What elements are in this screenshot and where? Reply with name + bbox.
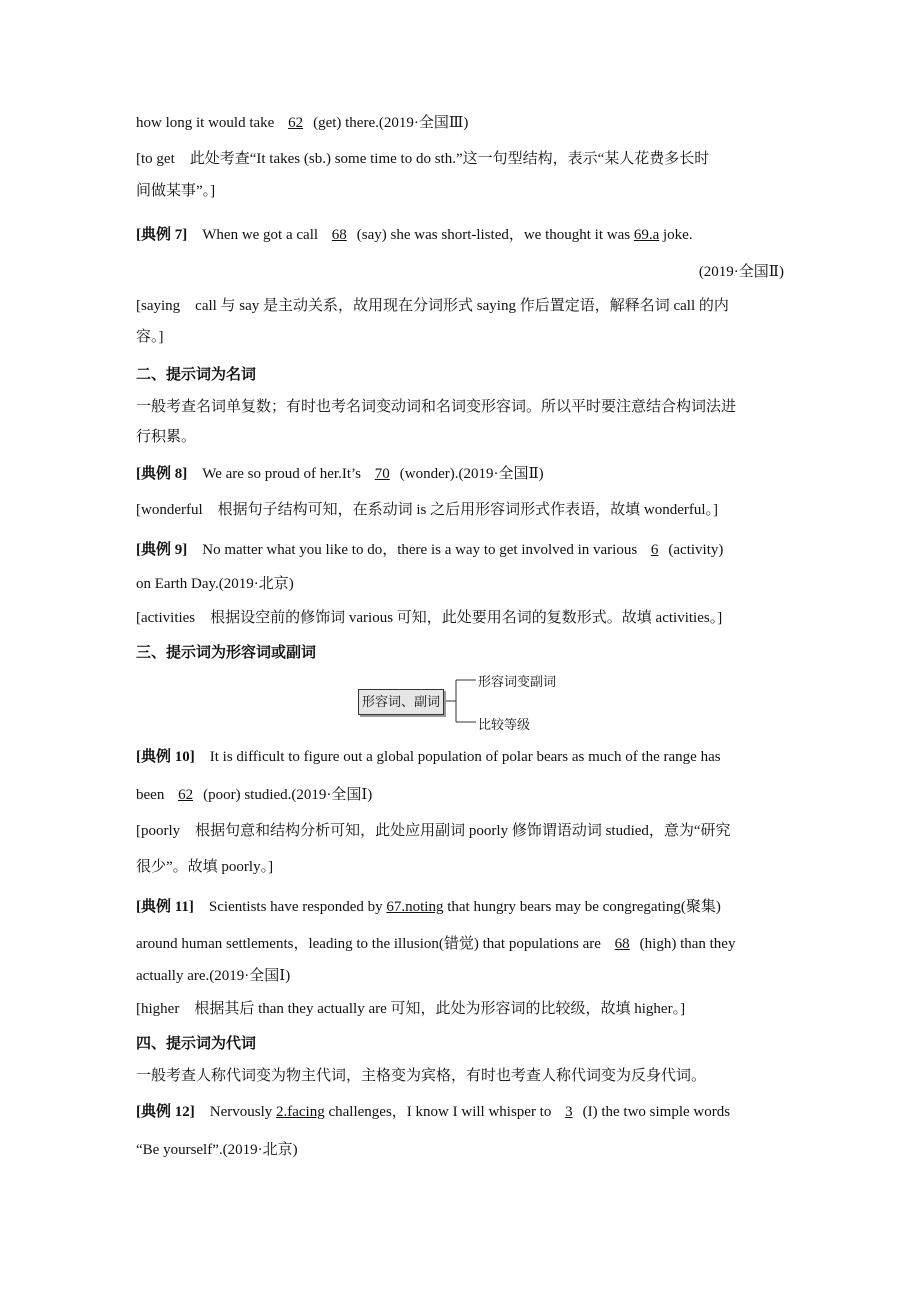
example-tag: [典例 10] — [136, 749, 195, 765]
explanation-line: [saying call 与 say 是主动关系，故用现在分词形式 saying 作后置定语，解释名词 call 的内 — [136, 298, 729, 314]
example-10: [典例 10] It is difficult to figure out a global population of polar bears as much of the range has — [136, 749, 721, 765]
diagram-branch-top: 形容词变副词 — [478, 674, 557, 689]
concept-diagram — [358, 668, 578, 738]
explanation-line: [poorly 根据句意和结构分析可知，此处应用副词 poorly 修饰谓语动词 studied，意为“研究 — [136, 823, 731, 839]
body-text: 一般考查人称代词变为物主代词，主格变为宾格，有时也考查人称代词变为反身代词。 — [136, 1068, 707, 1084]
text-line: been 62 (poor) studied.(2019·全国Ⅰ) — [136, 787, 373, 803]
explanation-line: [activities 根据设空前的修饰词 various 可知，此处要用名词的复数形式。故填 activities。] — [136, 610, 723, 626]
underlined-answer: 2.facing — [276, 1104, 325, 1120]
diagram-branch-bottom: 比较等级 — [478, 717, 531, 732]
section-heading: 四、提示词为代词 — [136, 1036, 257, 1052]
explanation-line: [to get 此处考查“It takes (sb.) some time to do sth.”这一句型结构，表示“某人花费多长时 — [136, 151, 710, 167]
example-tag: [典例 12] — [136, 1104, 195, 1120]
answer-blank: 68 — [614, 936, 630, 952]
answer-blank: 3 — [565, 1104, 573, 1120]
explanation-line: 间做某事”。] — [136, 183, 216, 199]
text-line: on Earth Day.(2019·北京) — [136, 576, 294, 592]
source-citation: (2019·全国Ⅱ) — [698, 264, 784, 280]
example-11: [典例 11] Scientists have responded by 67.noting that hungry bears may be congregating(聚集) — [136, 899, 721, 915]
explanation-line: [wonderful 根据句子结构可知，在系动词 is 之后用形容词形式作表语，故填 wonderful。] — [136, 502, 719, 518]
explanation-line: [higher 根据其后 than they actually are 可知，此处为形容词的比较级，故填 higher。] — [136, 1001, 686, 1017]
underlined-answer: 69.a — [633, 227, 660, 243]
example-12: [典例 12] Nervously 2.facing challenges，I know I will whisper to 3 (I) the two simple words — [136, 1104, 731, 1120]
example-8: [典例 8] We are so proud of her.It’s 70 (wonder).(2019·全国Ⅱ) — [136, 466, 544, 482]
answer-blank: 70 — [374, 466, 390, 482]
example-tag: [典例 7] — [136, 227, 188, 243]
example-tag: [典例 9] — [136, 542, 188, 558]
body-text: 行积累。 — [136, 429, 197, 445]
underlined-answer: 67.noting — [386, 899, 444, 915]
section-heading: 三、提示词为形容词或副词 — [136, 645, 317, 661]
explanation-line: 很少”。故填 poorly。] — [136, 859, 274, 875]
text-line: actually are.(2019·全国Ⅰ) — [136, 968, 291, 984]
example-7: [典例 7] When we got a call 68 (say) she was short-listed，we thought it was 69.a joke. — [136, 227, 693, 243]
text-line: “Be yourself”.(2019·北京) — [136, 1142, 298, 1158]
example-tag: [典例 11] — [136, 899, 194, 915]
text-line: around human settlements，leading to the illusion(错觉) that populations are 68 (high) than they — [136, 936, 736, 952]
diagram-center-node: 形容词、副词 — [358, 689, 444, 715]
section-heading: 二、提示词为名词 — [136, 367, 257, 383]
answer-blank: 68 — [331, 227, 347, 243]
example-tag: [典例 8] — [136, 466, 188, 482]
explanation-line: 容。] — [136, 329, 164, 345]
answer-blank: 62 — [288, 115, 304, 131]
example-9: [典例 9] No matter what you like to do，there is a way to get involved in various 6 (activity) — [136, 542, 724, 558]
answer-blank: 6 — [650, 542, 659, 558]
body-text: 一般考查名词单复数；有时也考名词变动词和名词变形容词。所以平时要注意结合构词法进 — [136, 399, 737, 415]
text-line: how long it would take 62 (get) there.(2019·全国Ⅲ) — [136, 115, 469, 131]
answer-blank: 62 — [178, 787, 194, 803]
